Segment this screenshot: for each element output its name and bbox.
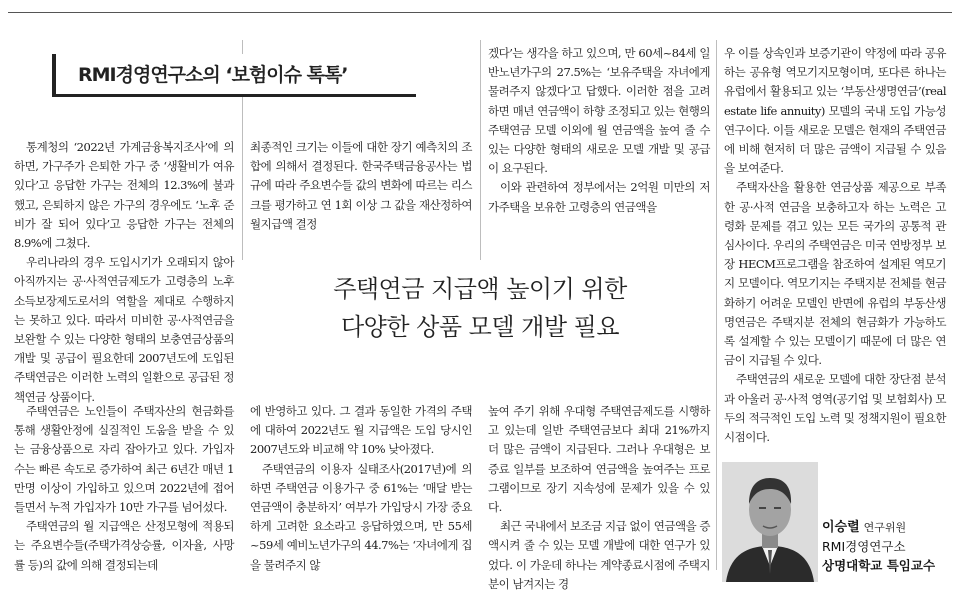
paragraph: 통계청의 ‘2022년 가계금융복지조사’에 의하면, 가구주가 은퇴한 가구 중 ‘생활비가 여유 있다’고 응답한 가구는 전체의 12.3%에 불과했고, 은퇴하지 않은 가구의 경우에도 ‘노후 준비가 잘 되어 있다’고 응답한 가구는 전체의 8.9%에 그쳤다. xyxy=(14,140,234,251)
paragraph: 주택연금의 월 지급액은 산정모형에 적용되는 주요변수들(주택가격상승률, 이자율, 사망률 등)의 값에 의해 결정되는데 xyxy=(14,519,234,572)
paragraph: 최종적인 크기는 이들에 대한 장기 예측치의 조합에 의해서 결정된다. 한국주택금융공사는 법규에 따라 주요변수들 값의 변화에 따르는 리스크를 평가하고 연 1회 이상 그 값을 재산정하여 월지급액 결정 xyxy=(250,140,472,231)
author-byline xyxy=(822,517,956,575)
paragraph: 겠다’는 생각을 하고 있으며, 만 60세~84세 일반노년가구의 27.5%는 ‘보유주택을 자녀에게 물려주지 않겠다’고 답했다. 이러한 점을 고려하면 매년 연금액이 하향 조정되고 있는 현행의 주택연금 모델 이외에 월 연금액을 높여 줄 수 있는 다양한 형태의 새로운 모델 개발 및 공급이 요구된다. xyxy=(488,46,710,176)
paragraph: 주택연금은 노인들이 주택자산의 현금화를 통해 생활안정에 실질적인 도움을 받을 수 있는 금융상품으로 자리 잡아가고 있다. 가입자 수는 빠른 속도로 증가하여 최근 6년간 매년 1만명 이상이 가입하고 있으며 2022년에 접어들면서 누적 가입자가 10만 가구를 넘어섰다. xyxy=(14,404,234,515)
column-1-top xyxy=(14,138,234,407)
author-organization: RMI경영연구소 xyxy=(822,539,906,554)
column-2-bottom xyxy=(250,402,472,575)
paragraph: 주택자산을 활용한 연금상품 제공으로 부족한 공·사적 연금을 보충하고자 하는 노력은 고령화 문제를 겪고 있는 모든 국가의 공통적 관심사이다. 우리의 주택연금은 미국 연방정부 보장 HECM프로그램을 참조하여 설계된 역모기지 모델이다. 역모기지는 주택지분 전체를 현금화하기 어려운 모델인 반면에 유럽의 부동산생명연금은 주택지분 전체의 현금화가 가능하도록 설계할 수 있는 모델이기 때문에 더 많은 연금이 지급될 수 있다. xyxy=(724,180,946,368)
column-2-top xyxy=(250,138,472,234)
column-3-top xyxy=(488,44,710,217)
headline-line-1: 주택연금 지급액 높이기 위한 xyxy=(333,275,627,303)
paragraph: 주택연금의 이용자 실태조사(2017년)에 의하면 주택연금 이용가구 중 61%는 ‘매달 받는 연금액이 충분하지’ 여부가 가입당시 가장 중요하게 고려한 요소라고 응답하였으며, 만 55세~59세 예비노년가구의 44.7%는 ‘자녀에게 집을 물려주지 않 xyxy=(250,461,472,572)
paragraph: 최근 국내에서 보조금 지급 없이 연금액을 증액시켜 줄 수 있는 모델 개발에 대한 연구가 있었다. 이 가운데 하나는 계약종료시점에 주택지분이 남겨지는 경 xyxy=(488,519,710,591)
column-title: RMI경영연구소의 ‘보험이슈 톡톡’ xyxy=(78,64,348,86)
column-title-box xyxy=(52,54,416,97)
top-rule xyxy=(8,12,952,13)
paragraph: 높여 주기 위해 우대형 주택연금제도를 시행하고 있는데 일반 주택연금보다 최대 21%까지 더 많은 금액이 지급된다. 그러나 우대형은 보증료 일부를 보조하여 연금액을 높여주는 프로그램이므로 장기 지속성에 문제가 있을 수 있다. xyxy=(488,404,710,515)
headline-line-2: 다양한 상품 모델 개발 필요 xyxy=(340,313,620,341)
column-divider-3 xyxy=(716,40,717,570)
paragraph: 주택연금의 새로운 모델에 대한 장단점 분석과 아울러 공·사적 영역(공기업 및 보험회사) 모두의 적극적인 도입 노력 및 정책지원이 필요한 시점이다. xyxy=(724,372,946,445)
author-name: 이승렬 xyxy=(822,520,860,535)
author-role: 연구위원 xyxy=(863,521,907,534)
paragraph: 우 이를 상속인과 보증기관이 약정에 따라 공유하는 공유형 역모기지모형이며, 또다른 하나는 유럽에서 활용되고 있는 ‘부동산생명연금’(real estate life annuity) 모델의 국내 도입 가능성 연구이다. 이들 새로운 모델은 현재의 주택연금에 비해 현저히 더 많은 금액이 지급될 수 있음을 보여준다. xyxy=(724,46,946,176)
author-portrait-icon xyxy=(722,462,818,582)
paragraph: 우리나라의 경우 도입시기가 오래되지 않아 아직까지는 공·사적연금제도가 고령층의 노후소득보장제도로서의 역할을 제대로 수행하지는 못하고 있다. 따라서 미비한 공·사적연금을 보완할 수 있는 다양한 형태의 보충연금상품의 개발 및 공급이 필요한데 2007년도에 도입된 주택연금은 이러한 노력의 일환으로 공급된 정책연금 상품이다. xyxy=(14,255,234,404)
paragraph: 에 반영하고 있다. 그 결과 동일한 가격의 주택에 대하여 2022년도 월 지급액은 도입 당시인 2007년도와 비교해 약 10% 낮아졌다. xyxy=(250,404,472,457)
column-divider-2 xyxy=(480,40,481,260)
column-3-bottom xyxy=(488,402,710,594)
paragraph: 이와 관련하여 정부에서는 2억원 미만의 저가주택을 보유한 고령층의 연금액을 xyxy=(488,180,710,214)
author-photo xyxy=(722,462,818,582)
column-4 xyxy=(724,44,946,447)
column-1-bottom xyxy=(14,402,234,575)
author-affiliation: 상명대학교 특임교수 xyxy=(822,558,936,573)
article-headline xyxy=(250,270,710,346)
